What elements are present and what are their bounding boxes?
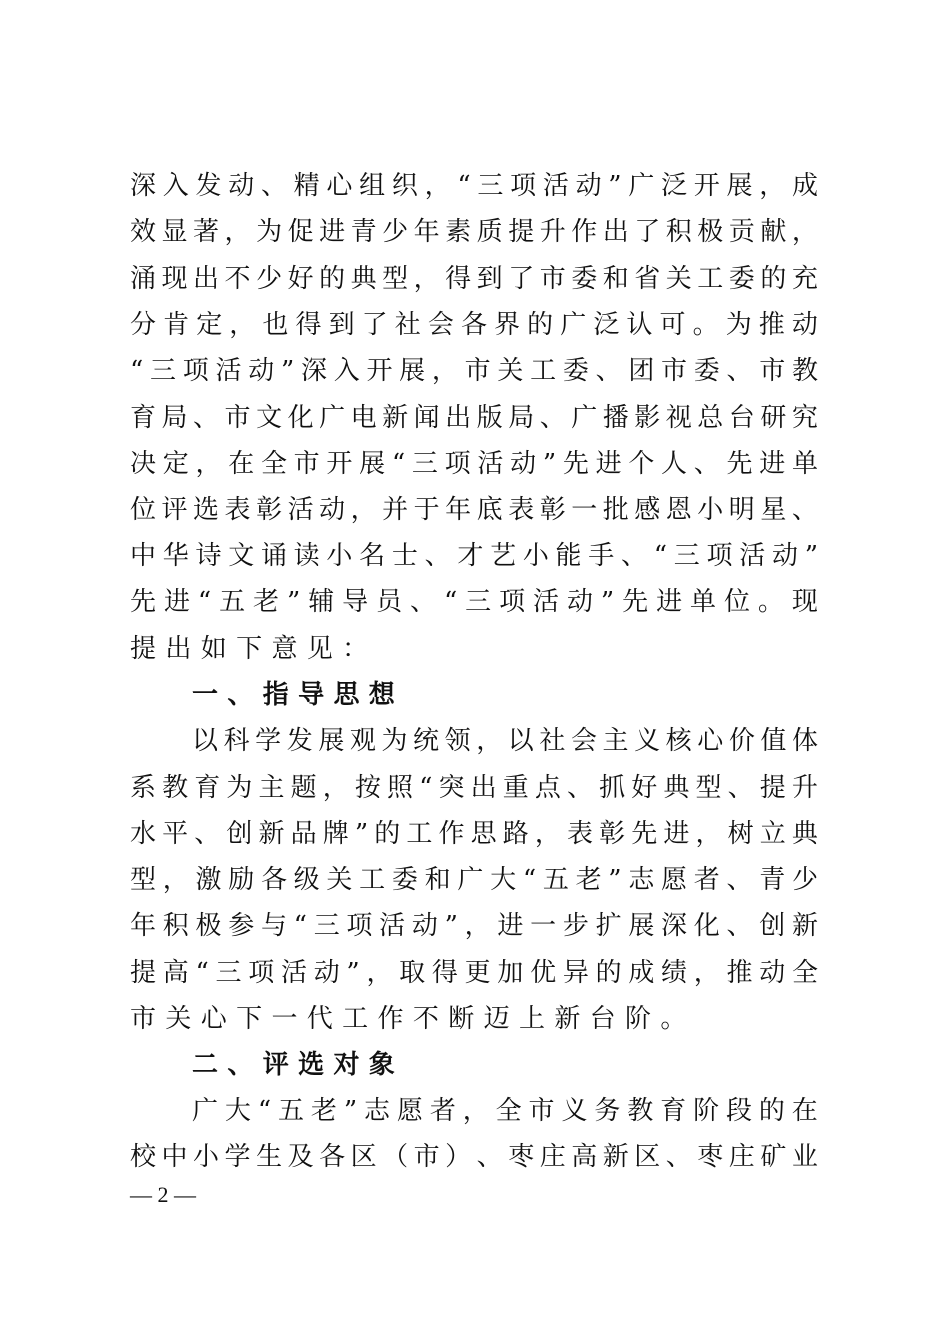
paragraph-line: 效 显 著 ， 为 促 进 青 少 年 素 质 提 升 作 出 了 积 极 贡 献 ， xyxy=(130,217,818,247)
page-number: — 2 — xyxy=(130,1182,196,1207)
paragraph-line: 型 ， 激 励 各 级 关 工 委 和 广 大 “ 五 老 ” 志 愿 者 、 青 少 xyxy=(130,865,818,895)
paragraph-line: 广 大 “ 五 老 ” 志 愿 者 ， 全 市 义 务 教 育 阶 段 的 在 xyxy=(192,1096,818,1126)
paragraph-line: 年 积 极 参 与 “ 三 项 活 动 ” ， 进 一 步 扩 展 深 化 、 创 新 xyxy=(130,911,818,941)
paragraph-line: 提出如下意见： xyxy=(130,634,378,664)
paragraph-line: 市关心下一代工作不断迈上新台阶。 xyxy=(130,1004,696,1034)
paragraph-line: 决 定 ， 在 全 市 开 展 “ 三 项 活 动 ” 先 进 个 人 、 先 进 单 xyxy=(130,449,818,479)
paragraph-line: 中 华 诗 文 诵 读 小 名 士 、 才 艺 小 能 手 、 “ 三 项 活 动 ” xyxy=(130,541,818,571)
paragraph-line: “ 三 项 活 动 ” 深 入 开 展 ， 市 关 工 委 、 团 市 委 、 市 教 xyxy=(130,356,818,386)
paragraph-line: 先 进 “ 五 老 ” 辅 导 员 、 “ 三 项 活 动 ” 先 进 单 位 。 现 xyxy=(130,587,818,617)
paragraph-line: 水 平 、 创 新 品 牌 ” 的 工 作 思 路 ， 表 彰 先 进 ， 树 立 典 xyxy=(130,819,818,849)
paragraph-line: 育 局 、 市 文 化 广 电 新 闻 出 版 局 、 广 播 影 视 总 台 研 究 xyxy=(130,403,818,433)
paragraph-line: 校 中 小 学 生 及 各 区 （ 市 ） 、 枣 庄 高 新 区 、 枣 庄 矿 业 xyxy=(130,1142,818,1172)
paragraph-line: 深 入 发 动 、 精 心 组 织 ， “ 三 项 活 动 ” 广 泛 开 展 ， 成 xyxy=(130,171,818,201)
paragraph-line: 位 评 选 表 彰 活 动 ， 并 于 年 底 表 彰 一 批 感 恩 小 明 星 、 xyxy=(130,495,818,525)
section-heading: 二、评选对象 xyxy=(192,1050,405,1080)
paragraph-line: 提 高 “ 三 项 活 动 ” ， 取 得 更 加 优 异 的 成 绩 ， 推 动 全 xyxy=(130,958,818,988)
paragraph-line: 系 教 育 为 主 题 ， 按 照 “ 突 出 重 点 、 抓 好 典 型 、 提 升 xyxy=(130,773,818,803)
paragraph-line: 分 肯 定 ， 也 得 到 了 社 会 各 界 的 广 泛 认 可 。 为 推 动 xyxy=(130,310,818,340)
paragraph-line: 以 科 学 发 展 观 为 统 领 ， 以 社 会 主 义 核 心 价 值 体 xyxy=(192,726,818,756)
paragraph-line: 涌 现 出 不 少 好 的 典 型 ， 得 到 了 市 委 和 省 关 工 委 的 充 xyxy=(130,264,818,294)
section-heading: 一、指导思想 xyxy=(192,680,405,710)
